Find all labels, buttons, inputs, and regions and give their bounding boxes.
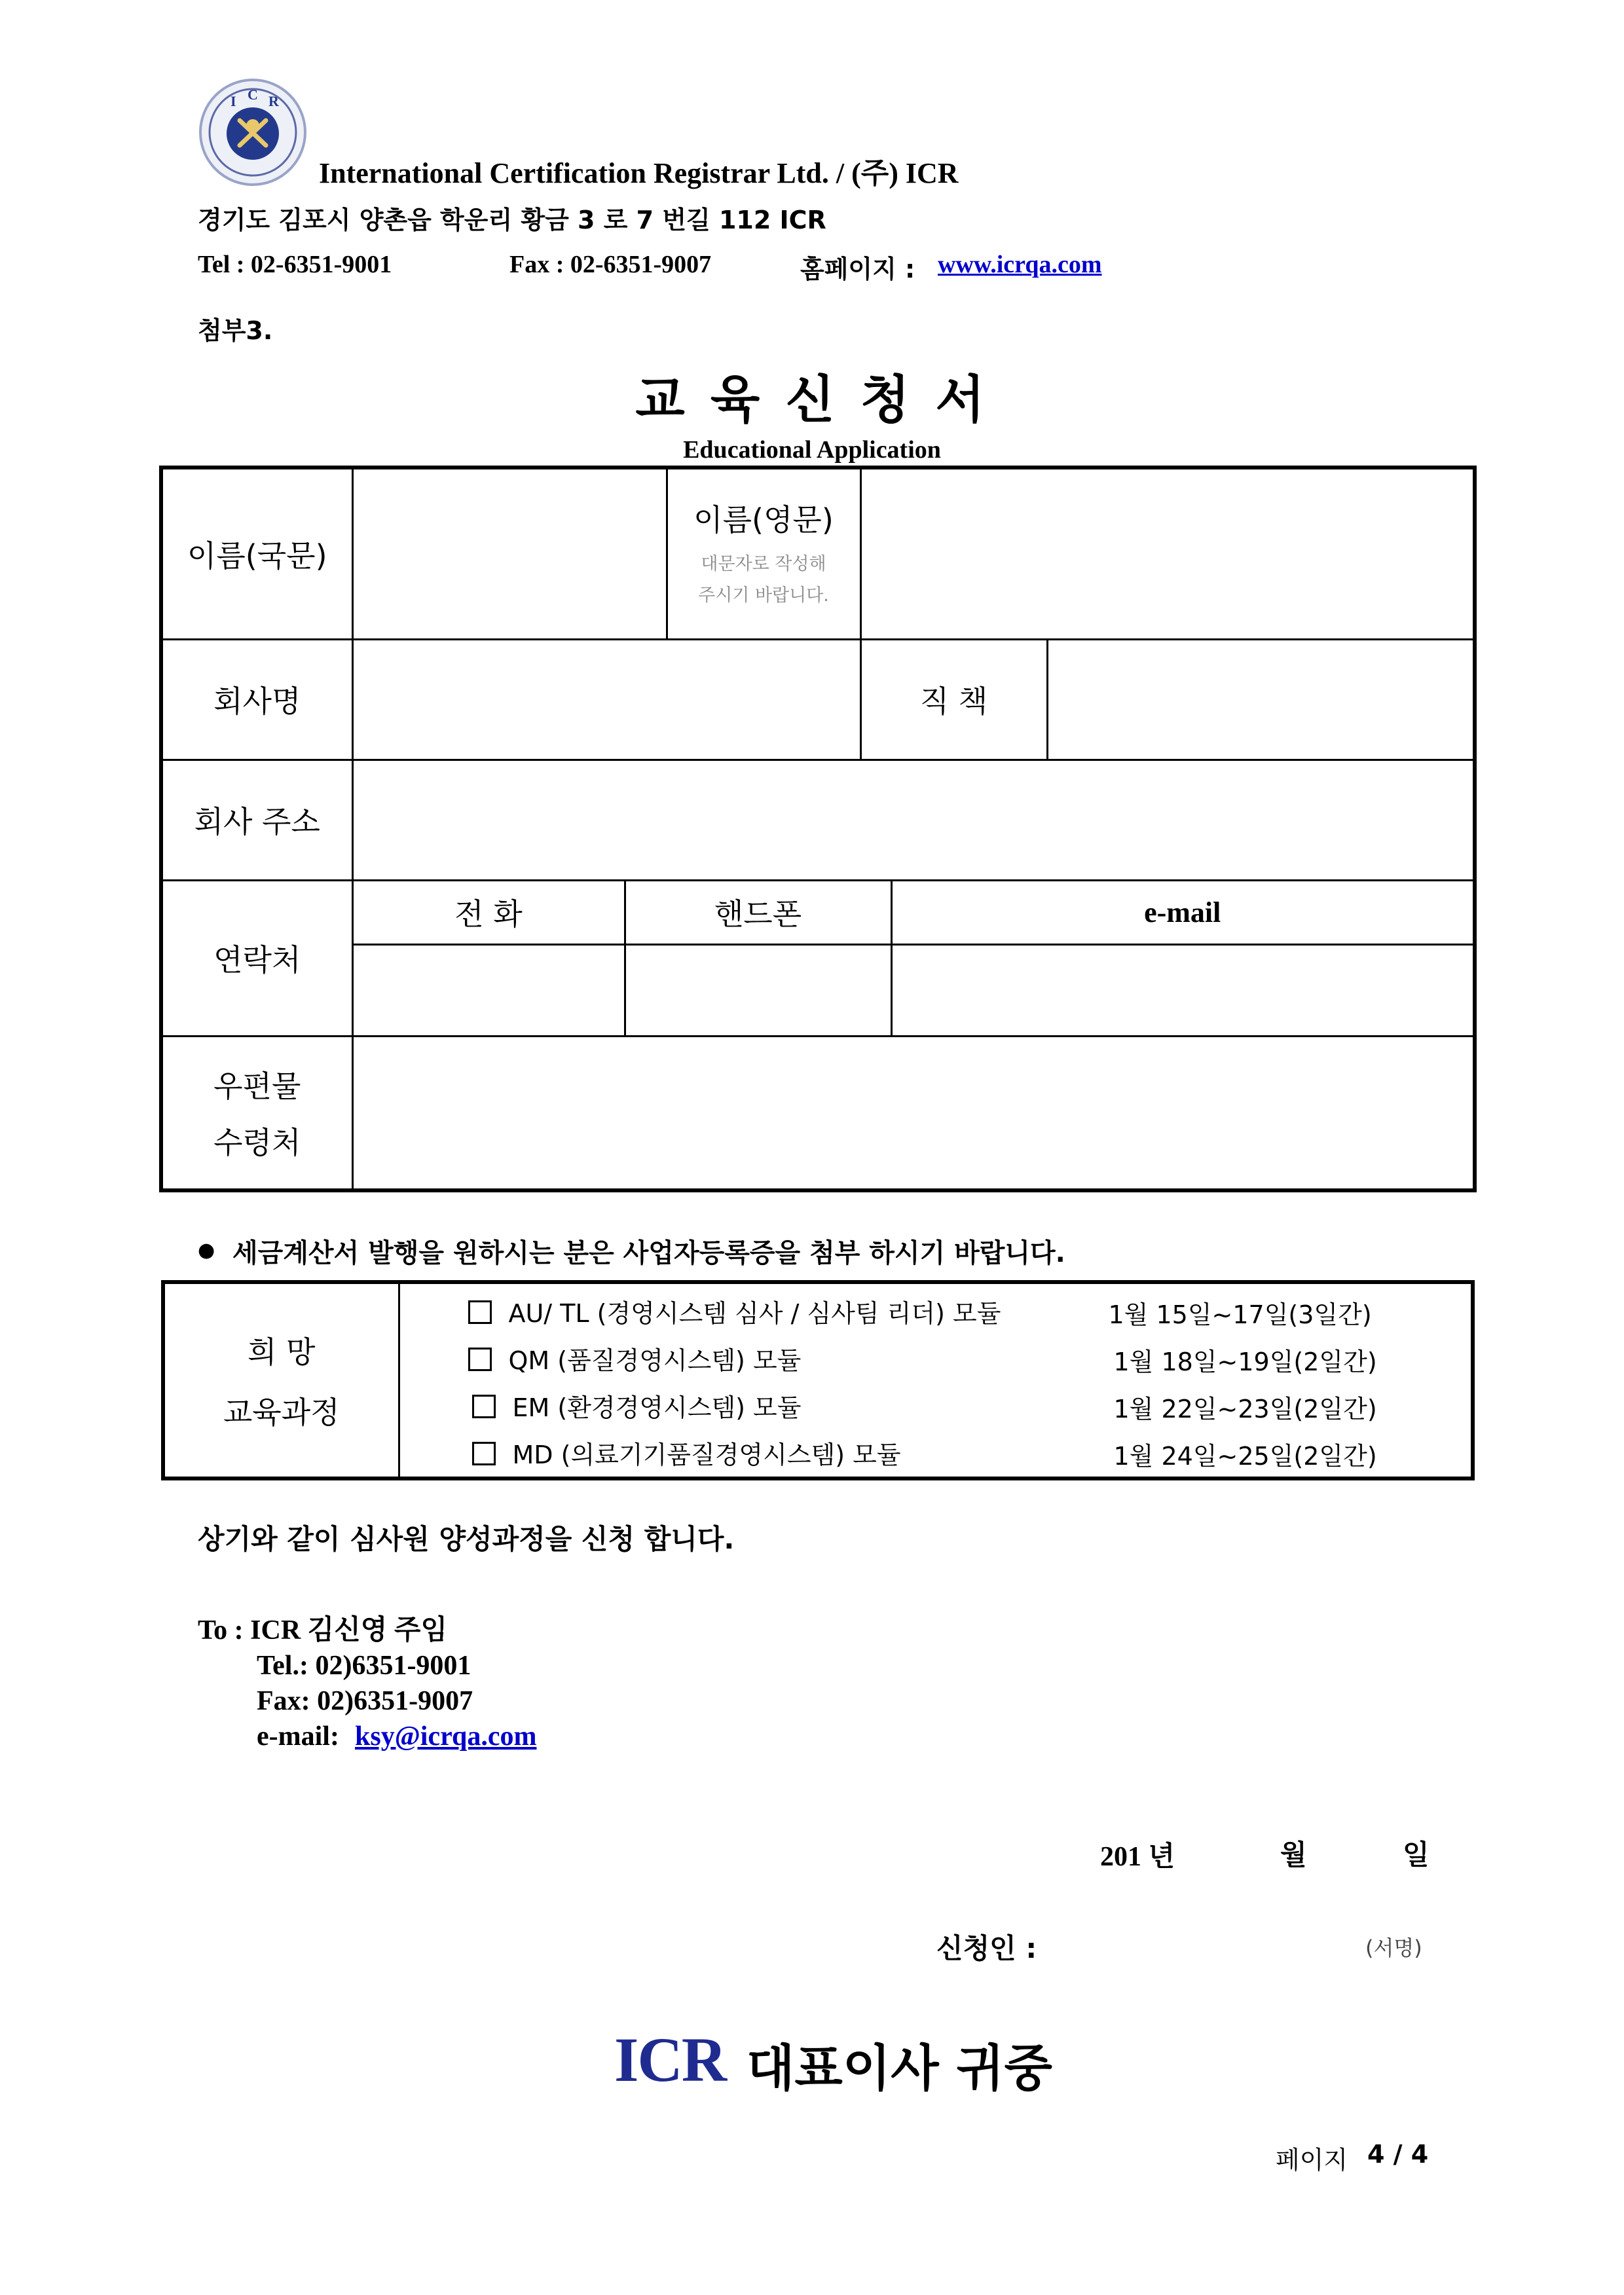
mail-recipient-line-1: 우편물: [213, 1069, 301, 1105]
applicant-label: 신청인 :: [936, 1932, 1037, 1964]
icr-logo: [198, 77, 308, 187]
homepage-link[interactable]: www.icrqa.com: [938, 251, 1102, 278]
course-label: [163, 1282, 399, 1478]
application-form: [159, 466, 1477, 1192]
svg-text:C: C: [248, 86, 258, 103]
company-label: 회사명: [161, 639, 352, 760]
attachment-label: 첨부3.: [198, 316, 273, 345]
company-address-field[interactable]: [352, 760, 1475, 880]
course-option-qm[interactable]: QM (품질경영시스템) 모듈: [468, 1340, 802, 1376]
position-label: 직 책: [860, 639, 1047, 760]
page-label: 페이지: [1276, 2146, 1348, 2175]
contact-email-label: e-mail:: [257, 1721, 339, 1752]
name-en-hint: 대문자로 작성해: [701, 553, 826, 574]
company-address-label: 회사 주소: [161, 760, 352, 880]
date-day: 일: [1403, 1839, 1430, 1871]
company-address: 경기도 김포시 양촌읍 학운리 황금 3 로 7 번길 112 ICR: [198, 206, 826, 234]
checkbox-icon[interactable]: [472, 1395, 496, 1418]
course-date-em: 1월 22일~23일(2일간): [1113, 1395, 1377, 1423]
mobile-label: 핸드폰: [625, 880, 891, 944]
mail-recipient-field[interactable]: [352, 1036, 1475, 1190]
name-kr-label: 이름(국문): [161, 468, 352, 639]
contact-fax: Fax: 02)6351-9007: [257, 1686, 473, 1716]
course-label-line-2: 교육과정: [223, 1395, 340, 1430]
checkbox-icon[interactable]: [468, 1348, 492, 1371]
page-number: 4 / 4: [1367, 2140, 1429, 2169]
course-date-md: 1월 24일~25일(2일간): [1113, 1442, 1377, 1471]
page-title: 교 육 신 청 서: [635, 371, 989, 430]
contact-email-link[interactable]: ksy@icrqa.com: [355, 1721, 537, 1752]
position-field[interactable]: [1047, 639, 1475, 760]
course-options: [399, 1282, 1473, 1478]
icr-brand-logo: ICR: [614, 2025, 726, 2095]
checkbox-icon[interactable]: [468, 1300, 492, 1324]
name-kr-field[interactable]: [352, 468, 667, 639]
course-date-qm: 1월 18일~19일(2일간): [1113, 1348, 1377, 1376]
signature-label: (서명): [1365, 1936, 1422, 1960]
contact-to: To : ICR 김신영 주임: [198, 1615, 448, 1645]
contact-tel: Tel.: 02)6351-9001: [257, 1651, 471, 1681]
mobile-field[interactable]: [625, 944, 891, 1036]
phone-field[interactable]: [352, 944, 625, 1036]
email-label: e-mail: [891, 880, 1475, 944]
course-option-md[interactable]: MD (의료기기품질경영시스템) 모듈: [472, 1435, 901, 1471]
mail-recipient-label: [161, 1036, 352, 1190]
name-en-cell: [667, 468, 860, 639]
svg-text:I: I: [231, 93, 236, 109]
date-year: 201 년: [1100, 1842, 1175, 1872]
course-option-em[interactable]: EM (환경경영시스템) 모듈: [472, 1387, 802, 1423]
name-en-label: 이름(영문): [693, 502, 834, 538]
course-option-au-tl[interactable]: AU/ TL (경영시스템 심사 / 심사팀 리더) 모듈: [468, 1293, 1001, 1329]
tax-note: 세금계산서 발행을 원하시는 분은 사업자등록증을 첨부 하시기 바랍니다.: [232, 1238, 1065, 1268]
mail-recipient-line-2: 수령처: [213, 1125, 301, 1161]
bullet-icon: ●: [198, 1239, 215, 1262]
company-name: International Certification Registrar Ltd. / (주) ICR: [319, 157, 959, 189]
course-date-au-tl: 1월 15일~17일(3일간): [1108, 1300, 1372, 1329]
course-table: [161, 1280, 1475, 1480]
company-field[interactable]: [352, 639, 860, 760]
course-label-line-1: 희 망: [248, 1334, 316, 1370]
header-fax: Fax : 02-6351-9007: [509, 251, 712, 278]
page-subtitle: Educational Application: [683, 436, 941, 464]
contact-label: 연락처: [161, 880, 352, 1036]
application-statement: 상기와 같이 심사원 양성과정을 신청 합니다.: [198, 1523, 735, 1555]
name-en-field[interactable]: [860, 468, 1475, 639]
footer-recipient: 대표이사 귀중: [747, 2039, 1052, 2097]
checkbox-icon[interactable]: [472, 1442, 496, 1465]
homepage-label: 홈페이지 :: [800, 255, 915, 284]
header-tel: Tel : 02-6351-9001: [198, 251, 392, 278]
date-month: 월: [1280, 1839, 1307, 1871]
svg-text:R: R: [268, 93, 279, 109]
email-field[interactable]: [891, 944, 1475, 1036]
name-en-hint-2: 주시기 바랍니다.: [698, 585, 829, 606]
phone-label: 전 화: [352, 880, 625, 944]
